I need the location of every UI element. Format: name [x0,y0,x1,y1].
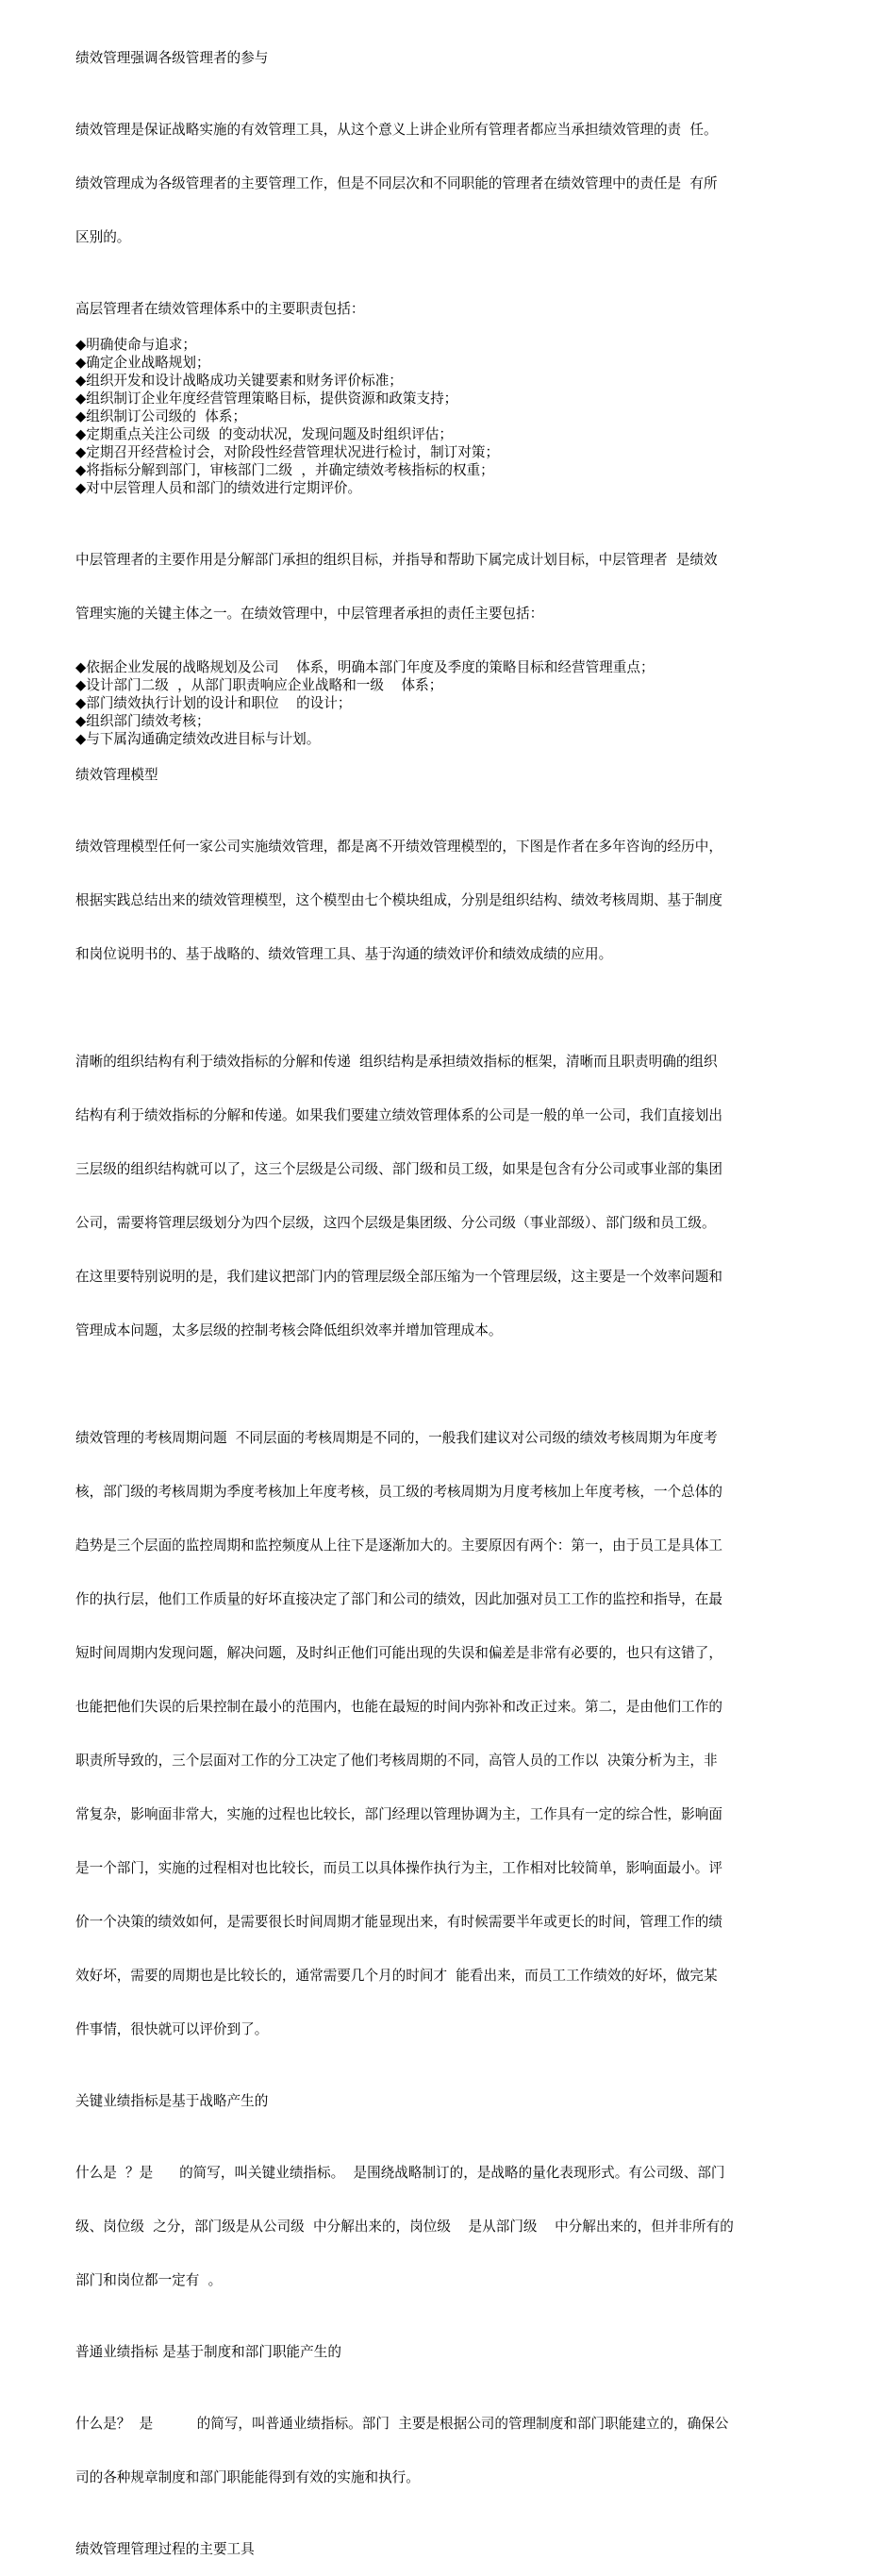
text-line: 部门和岗位都一定有 。 [75,2272,223,2288]
list-item: ◆组织部门绩效考核； [75,713,210,729]
text-line: 职责所导致的，三个层面对工作的分工决定了他们考核周期的不同，高管人员的工作以 决策分析为主，非 [75,1753,718,1769]
list-item: ◆设计部门二级 ，从部门职责响应企业战略和一级 体系； [75,677,443,693]
section-heading-kpi: 关键业绩指标是基于战略产生的 [75,2093,269,2109]
text-line: 是一个部门，实施的过程相对也比较长，而员工以具体操作执行为主，工作相对比较简单，影响面最小。评 [75,1860,722,1876]
text-line: 件事情，很快就可以评价到了。 [75,2021,269,2037]
text-line: 绩效管理是保证战略实施的有效管理工具，从这个意义上讲企业所有管理者都应当承担绩效管理的责 任。 [75,122,718,138]
text-line: 管理实施的关键主体之一。在绩效管理中，中层管理者承担的责任主要包括： [75,606,544,622]
text-line: 核，部门级的考核周期为季度考核加上年度考核，员工级的考核周期为月度考核加上年度考核，一个总体的 [75,1484,722,1500]
text-line: 级、岗位级 之分，部门级是从公司级 中分解出来的，岗位级 是从部门级 中分解出来的，但并非所有的 [75,2219,734,2235]
paragraph-kpi [75,2128,822,2325]
list-item: ◆与下属沟通确定绩效改进目标与计划。 [75,731,321,747]
text-line: 中层管理者的主要作用是分解部门承担的组织目标，并指导和帮助下属完成计划目标，中层管理者 是绩效 [75,552,718,568]
list-item: ◆对中层管理人员和部门的绩效进行定期评价。 [75,480,362,496]
text-line: 效好坏，需要的周期也是比较长的，通常需要几个月的时间才 能看出来，而员工工作绩效的好坏，做完某 [75,1968,718,1984]
text-line: 趋势是三个层面的监控周期和监控频度从上往下是逐渐加大的。主要原因有两个：第一，由于员工是具体工 [75,1537,722,1554]
list-item: ◆定期重点关注公司级 的变动状况，发现问题及时组织评估； [75,426,453,442]
list-item: ◆明确使命与追求； [75,337,196,353]
list-item: ◆部门绩效执行计划的设计和职位 的设计； [75,695,352,711]
text-line: 结构有利于绩效指标的分解和传递。如果我们要建立绩效管理体系的公司是一般的单一公司，我们直接划出 [75,1107,722,1123]
section-heading-model: 绩效管理模型 [75,767,158,783]
section-heading-gpi: 普通业绩指标 是基于制度和部门职能产生的 [75,2344,341,2360]
text-line: 什么是 ？是 的简写，叫关键业绩指标。 是围绕战略制订的，是战略的量化表现形式。有公司级、部门 [75,2165,725,2181]
text-line: 公司，需要将管理层级划分为四个层级，这四个层级是集团级、分公司级（事业部级）、部门级和员工级。 [75,1215,716,1231]
middle-manager-duties-list [75,658,822,748]
section-heading-tools: 绩效管理管理过程的主要工具 [75,2541,255,2557]
text-line: 管理成本问题，太多层级的控制考核会降低组织效率并增加管理成本。 [75,1322,503,1338]
list-item: ◆依据企业发展的战略规划及公司 体系，明确本部门年度及季度的策略目标和经营管理重点； [75,659,655,675]
paragraph-top-managers-intro: 高层管理者在绩效管理体系中的主要职责包括： [75,301,365,317]
text-line: 和岗位说明书的、基于战略的、绩效管理工具、基于沟通的绩效评价和绩效成绩的应用。 [75,946,613,962]
top-manager-duties-list [75,336,822,497]
document-page [75,49,822,2576]
list-item: ◆组织制订公司级的 体系； [75,408,247,424]
text-line: 绩效管理的考核周期问题 不同层面的考核周期是不同的，一般我们建议对公司级的绩效考核周期为年度考 [75,1430,718,1446]
paragraph-model [75,802,822,999]
list-item: ◆确定企业战略规划； [75,355,210,371]
text-line: 绩效管理模型任何一家公司实施绩效管理，都是离不开绩效管理模型的，下图是作者在多年咨询的经历中， [75,839,722,855]
text-line: 作的执行层，他们工作质量的好坏直接决定了部门和公司的绩效，因此加强对员工工作的监控和指导，在最 [75,1591,722,1607]
paragraph-middle-managers [75,515,822,658]
list-item: ◆定期召开经营检讨会，对阶段性经营管理状况进行检讨，制订对策； [75,444,500,460]
text-line: 在这里要特别说明的是，我们建议把部门内的管理层级全部压缩为一个管理层级，这主要是一个效率问题和 [75,1269,722,1285]
list-item: ◆组织开发和设计战略成功关键要素和财务评价标准； [75,373,403,389]
text-line: 也能把他们失误的后果控制在最小的范围内，也能在最短的时间内弥补和改正过来。第二，是由他们工作的 [75,1699,722,1715]
text-line: 绩效管理成为各级管理者的主要管理工作，但是不同层次和不同职能的管理者在绩效管理中的责任是 有所 [75,175,718,191]
paragraph-org-structure [75,1017,822,1375]
text-line: 区别的。 [75,229,131,245]
text-line: 短时间周期内发现问题，解决问题，及时纠正他们可能出现的失误和偏差是非常有必要的，也只有这错了， [75,1645,722,1661]
text-line: 三层级的组织结构就可以了，这三个层级是公司级、部门级和员工级，如果是包含有分公司或事业部的集团 [75,1161,722,1177]
text-line: 价一个决策的绩效如何，是需要很长时间周期才能显现出来，有时候需要半年或更长的时间，管理工作的绩 [75,1914,722,1930]
paragraph-gpi [75,2379,822,2522]
text-line: 什么是？ 是 的简写，叫普通业绩指标。部门 主要是根据公司的管理制度和部门职能建立的，确保公 [75,2416,729,2432]
text-line: 常复杂，影响面非常大，实施的过程也比较长，部门经理以管理协调为主，工作具有一定的综合性，影响面 [75,1806,722,1822]
paragraph-performance-tool [75,85,822,282]
list-item: ◆将指标分解到部门，审核部门二级 ，并确定绩效考核指标的权重； [75,462,494,478]
list-item: ◆组织制订企业年度经营管理策略目标，提供资源和政策支持； [75,391,458,407]
paragraph-review-cycle [75,1393,822,2074]
text-line: 清晰的组织结构有利于绩效指标的分解和传递 组织结构是承担绩效指标的框架，清晰而且职责明确的组织 [75,1054,718,1070]
text-line: 根据实践总结出来的绩效管理模型，这个模型由七个模块组成，分别是组织结构、绩效考核周期、基于制度 [75,892,722,908]
section-heading-participation: 绩效管理强调各级管理者的参与 [75,50,269,66]
text-line: 司的各种规章制度和部门职能能得到有效的实施和执行。 [75,2469,420,2485]
